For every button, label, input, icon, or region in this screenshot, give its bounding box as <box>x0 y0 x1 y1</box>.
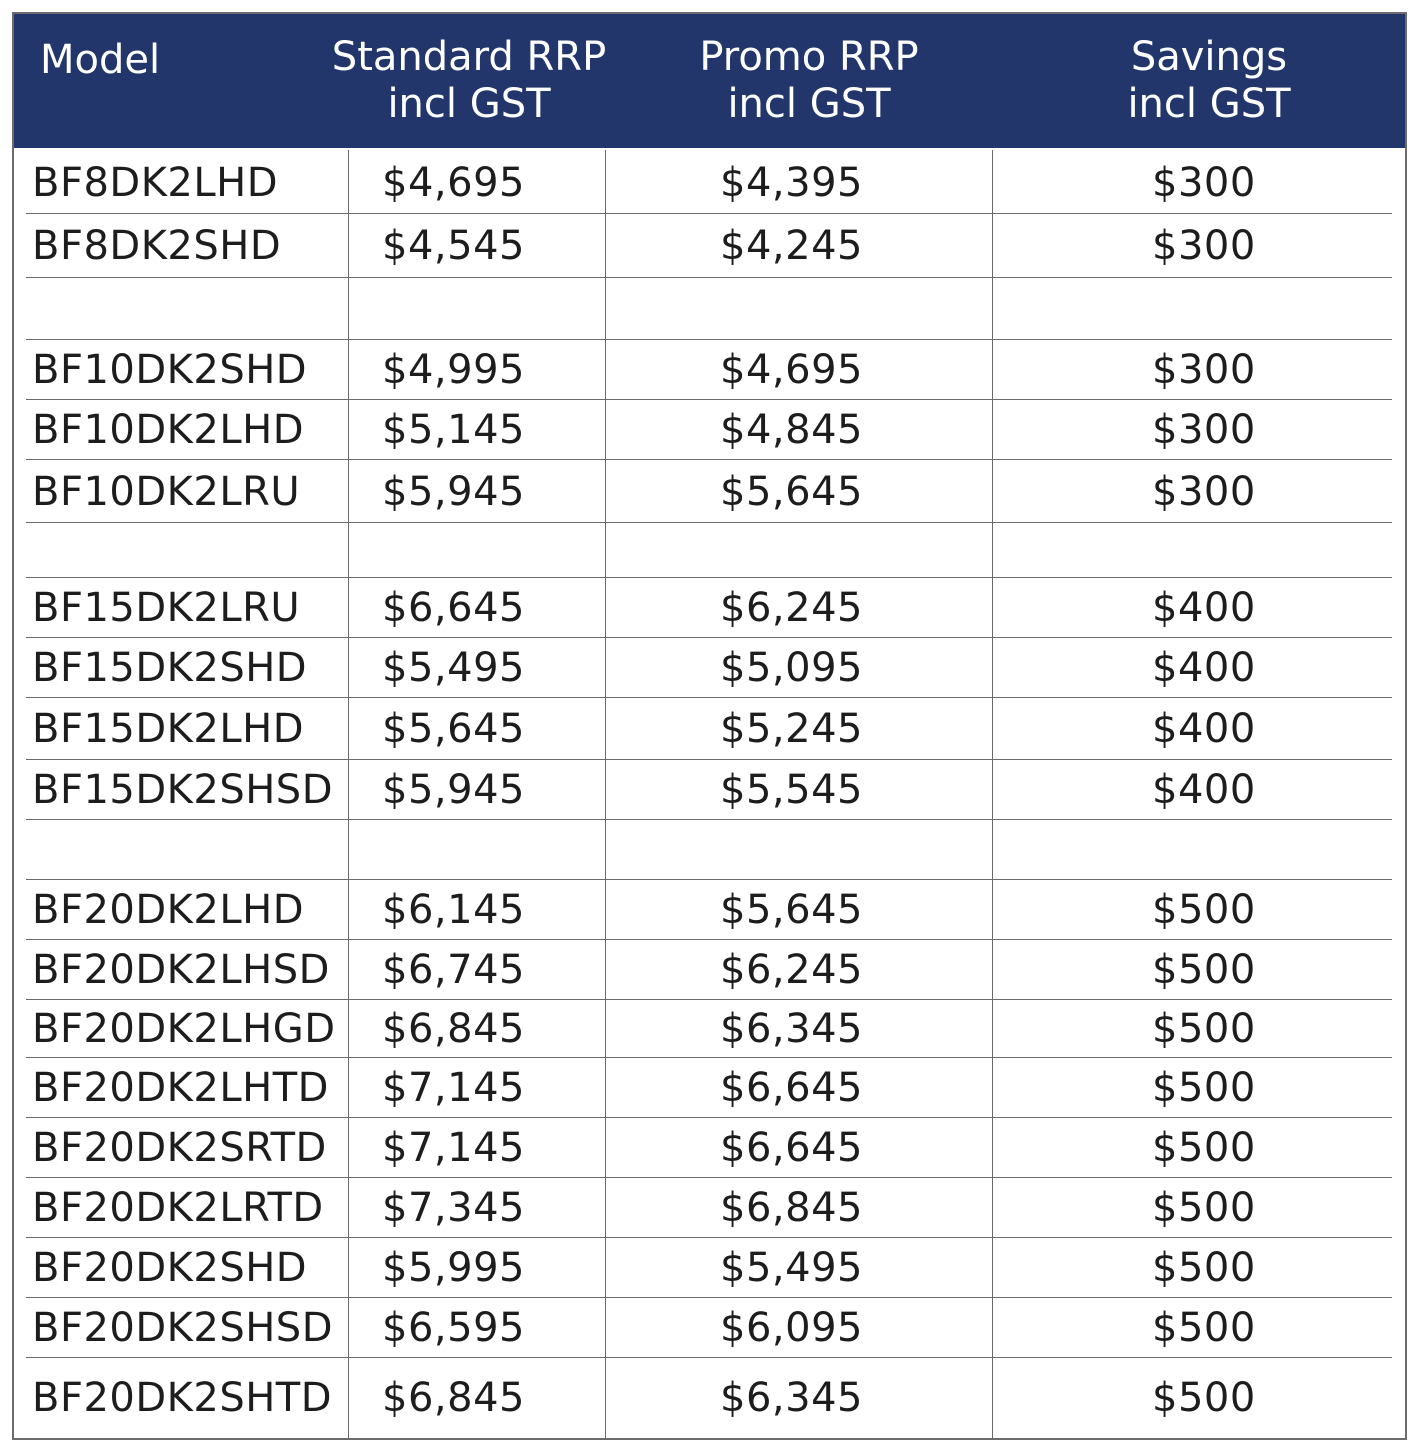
cell-savings: $500 <box>1152 887 1256 933</box>
cell-model: BF20DK2LHSD <box>32 947 330 993</box>
table-row <box>14 214 1405 278</box>
cell-standard <box>382 523 602 578</box>
cell-savings: $500 <box>1152 1375 1256 1421</box>
cell-standard: $6,145 <box>382 887 525 933</box>
cell-savings: $500 <box>1152 1065 1256 1111</box>
table-row <box>14 760 1405 820</box>
cell-standard: $6,645 <box>382 585 525 631</box>
table-row <box>14 1118 1405 1178</box>
cell-model <box>32 278 352 340</box>
spacer-row <box>14 523 1405 578</box>
cell-savings: $500 <box>1152 1185 1256 1231</box>
header-model: Model <box>40 36 161 83</box>
table-row <box>14 1298 1405 1358</box>
header-standard-rrp: Standard RRP incl GST <box>331 34 607 127</box>
cell-promo: $4,395 <box>720 160 863 206</box>
cell-standard: $7,345 <box>382 1185 525 1231</box>
cell-promo: $6,345 <box>720 1006 863 1052</box>
cell-model <box>32 820 352 880</box>
cell-savings: $300 <box>1152 223 1256 269</box>
cell-model: BF20DK2LHTD <box>32 1065 329 1111</box>
cell-model <box>32 523 352 578</box>
cell-savings: $500 <box>1152 947 1256 993</box>
cell-model: BF15DK2LRU <box>32 585 301 631</box>
cell-model: BF10DK2LHD <box>32 407 304 453</box>
cell-promo: $6,095 <box>720 1305 863 1351</box>
cell-standard <box>382 278 602 340</box>
cell-savings: $500 <box>1152 1125 1256 1171</box>
table-row <box>14 400 1405 460</box>
header-savings: Savings incl GST <box>1127 34 1291 127</box>
cell-standard: $7,145 <box>382 1125 525 1171</box>
cell-promo: $4,845 <box>720 407 863 453</box>
table-row <box>14 460 1405 523</box>
cell-standard: $5,945 <box>382 767 525 813</box>
cell-promo <box>720 278 940 340</box>
table-row <box>14 152 1405 214</box>
cell-standard: $6,745 <box>382 947 525 993</box>
cell-model: BF20DK2LRTD <box>32 1185 324 1231</box>
cell-standard: $7,145 <box>382 1065 525 1111</box>
cell-promo: $5,095 <box>720 645 863 691</box>
cell-savings: $400 <box>1152 585 1256 631</box>
cell-savings <box>1152 278 1372 340</box>
table-row <box>14 340 1405 400</box>
cell-standard: $6,595 <box>382 1305 525 1351</box>
cell-promo: $5,545 <box>720 767 863 813</box>
cell-promo: $5,645 <box>720 468 863 515</box>
cell-model: BF10DK2SHD <box>32 347 308 393</box>
cell-promo: $6,645 <box>720 1125 863 1171</box>
cell-promo: $6,245 <box>720 585 863 631</box>
cell-savings <box>1152 820 1372 880</box>
cell-model: BF20DK2SRTD <box>32 1125 327 1171</box>
cell-model: BF20DK2SHD <box>32 1245 308 1291</box>
table-row <box>14 940 1405 1000</box>
cell-savings: $300 <box>1152 160 1256 206</box>
table-row <box>14 1358 1405 1438</box>
cell-standard: $5,145 <box>382 407 525 453</box>
table-row <box>14 880 1405 940</box>
cell-promo: $6,245 <box>720 947 863 993</box>
price-table <box>12 12 1407 1440</box>
cell-promo: $5,495 <box>720 1245 863 1291</box>
table-row <box>14 1238 1405 1298</box>
cell-model: BF20DK2LHD <box>32 887 304 933</box>
cell-savings: $300 <box>1152 407 1256 453</box>
cell-standard: $5,945 <box>382 468 525 515</box>
cell-standard: $5,495 <box>382 645 525 691</box>
table-body <box>14 14 1405 1438</box>
cell-promo: $6,345 <box>720 1375 863 1421</box>
cell-model: BF20DK2LHGD <box>32 1006 336 1052</box>
cell-promo: $5,245 <box>720 706 863 752</box>
cell-savings: $500 <box>1152 1305 1256 1351</box>
table-row <box>14 578 1405 638</box>
cell-standard <box>382 820 602 880</box>
spacer-row <box>14 820 1405 880</box>
cell-standard: $6,845 <box>382 1375 525 1421</box>
cell-promo: $5,645 <box>720 887 863 933</box>
cell-model: BF10DK2LRU <box>32 468 301 515</box>
cell-standard: $4,995 <box>382 347 525 393</box>
cell-model: BF15DK2SHSD <box>32 767 333 813</box>
cell-model: BF20DK2SHTD <box>32 1375 333 1421</box>
cell-savings: $400 <box>1152 767 1256 813</box>
cell-promo: $4,245 <box>720 223 863 269</box>
cell-savings: $300 <box>1152 468 1256 515</box>
cell-savings: $500 <box>1152 1245 1256 1291</box>
table-row <box>14 698 1405 760</box>
table-row <box>14 1058 1405 1118</box>
cell-promo <box>720 523 940 578</box>
table-row <box>14 638 1405 698</box>
cell-savings: $300 <box>1152 347 1256 393</box>
cell-promo <box>720 820 940 880</box>
cell-standard: $5,995 <box>382 1245 525 1291</box>
cell-model: BF15DK2SHD <box>32 645 308 691</box>
cell-model: BF20DK2SHSD <box>32 1305 333 1351</box>
cell-promo: $4,695 <box>720 347 863 393</box>
cell-promo: $6,645 <box>720 1065 863 1111</box>
cell-model: BF8DK2LHD <box>32 160 279 206</box>
cell-standard: $5,645 <box>382 706 525 752</box>
cell-model: BF15DK2LHD <box>32 706 304 752</box>
table-row <box>14 1178 1405 1238</box>
cell-promo: $6,845 <box>720 1185 863 1231</box>
cell-model: BF8DK2SHD <box>32 223 282 269</box>
cell-standard: $4,695 <box>382 160 525 206</box>
cell-savings: $400 <box>1152 645 1256 691</box>
header-promo-rrp: Promo RRP incl GST <box>699 34 919 127</box>
table-row <box>14 1000 1405 1058</box>
cell-savings <box>1152 523 1372 578</box>
cell-standard: $6,845 <box>382 1006 525 1052</box>
cell-savings: $500 <box>1152 1006 1256 1052</box>
spacer-row <box>14 278 1405 340</box>
cell-savings: $400 <box>1152 706 1256 752</box>
cell-standard: $4,545 <box>382 223 525 269</box>
